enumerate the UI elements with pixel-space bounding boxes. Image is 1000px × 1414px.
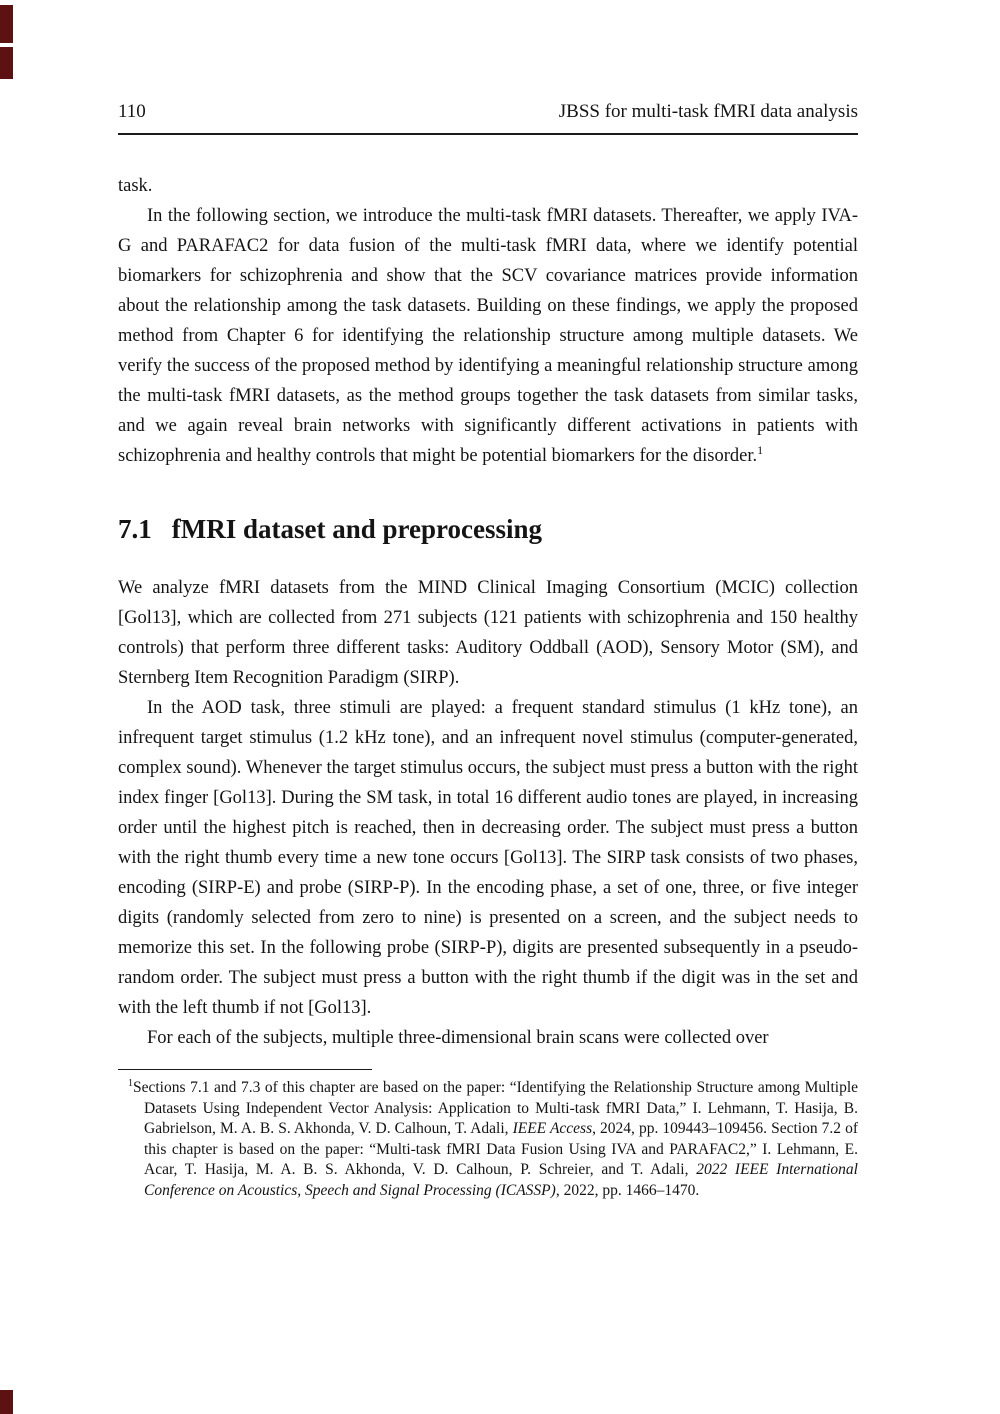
footnote	[118, 1078, 858, 1201]
footnote-segment-italic: 2022 IEEE International Conference on Acoustics, Speech and Signal Processing (ICASSP)	[144, 1161, 858, 1199]
paragraph-continuation	[118, 171, 858, 201]
section-heading	[118, 513, 858, 545]
section-number: 7.1	[118, 514, 152, 544]
footnote-segment-italic: IEEE Access	[512, 1120, 593, 1138]
footnote-ref: 1	[757, 442, 764, 457]
footnote-rule	[118, 1069, 372, 1070]
paragraph-text: For each of the subjects, multiple three-dimensional brain scans were collected over	[147, 1028, 769, 1048]
footnote-marker: 1	[128, 1078, 133, 1090]
header-rule	[118, 133, 858, 135]
paragraph-dataset	[118, 573, 858, 693]
footnote-segment: , 2024, pp. 109443–109456. Section 7.2 of this chapter is based on the paper: “Multi-task fMRI Data Fusion Using IVA and PARAFAC2,” I. Lehmann, E. Acar, T. Hasija, M. A. B. S. Akhonda, V. D. Calhoun, P. Schreier, and T. Adali,	[144, 1120, 858, 1179]
page-content	[118, 100, 858, 1201]
paragraph-text: We analyze fMRI datasets from the MIND Clinical Imaging Consortium (MCIC) collection [Gol13], which are collected from 271 subjects (121 patients with schizophrenia and 150 healthy controls) that perform three different tasks: Auditory Oddball (AOD), Sensory Motor (SM), and Sternberg Item Recognition Paradigm (SIRP).	[118, 578, 858, 688]
page-header	[118, 100, 858, 124]
page-edge-artifact-bottom	[0, 1390, 13, 1414]
section-title: fMRI dataset and preprocessing	[171, 514, 543, 544]
paragraph-text: task.	[118, 176, 153, 196]
paragraph-text: In the following section, we introduce the multi-task fMRI datasets. Thereafter, we apply IVA-G and PARAFAC2 for data fusion of the multi-task fMRI data, where we identify potential biomarkers for schizophrenia and show that the SCV covariance matrices provide information about the relationship among the task datasets. Building on these findings, we apply the proposed method from Chapter 6 for identifying the relationship structure among multiple datasets. We verify the success of the proposed method by identifying a meaningful relationship structure among the multi-task fMRI datasets, as the method groups together the task datasets from similar tasks, and we again reveal brain networks with significantly different activations in patients with schizophrenia and healthy controls that might be potential biomarkers for the disorder.	[118, 206, 858, 466]
paragraph-intro	[118, 201, 858, 471]
body-text	[118, 171, 858, 1053]
paragraph-text: In the AOD task, three stimuli are played: a frequent standard stimulus (1 kHz tone), an infrequent target stimulus (1.2 kHz tone), and an infrequent novel stimulus (computer-generated, complex sound). Whenever the target stimulus occurs, the subject must press a button with the right index finger [Gol13]. During the SM task, in total 16 different audio tones are played, in increasing order until the highest pitch is reached, then in decreasing order. The subject must press a button with the right thumb every time a new tone occurs [Gol13]. The SIRP task consists of two phases, encoding (SIRP-E) and probe (SIRP-P). In the encoding phase, a set of one, three, or five integer digits (randomly selected from zero to nine) is presented on a screen, and the subject needs to memorize this set. In the following probe (SIRP-P), digits are presented subsequently in a pseudo-random order. The subject must press a button with the right thumb if the digit was in the set and with the left thumb if not [Gol13].	[118, 698, 858, 1018]
page-number: 110	[118, 101, 146, 122]
footnote-segment: , 2022, pp. 1466–1470.	[555, 1181, 700, 1199]
page-edge-artifact-top	[0, 5, 13, 43]
footnote-segment: Sections 7.1 and 7.3 of this chapter are based on the paper: “Identifying the Relationship Structure among Multiple Datasets Using Independent Vector Analysis: Application to Multi-task fMRI Data,” I. Lehmann, T. Hasija, B. Gabrielson, M. A. B. S. Akhonda, V. D. Calhoun, T. Adali,	[133, 1079, 858, 1138]
paragraph-tasks	[118, 693, 858, 1023]
paragraph-scans	[118, 1023, 858, 1053]
footnote-text	[133, 1079, 858, 1199]
page-edge-artifact-upper	[0, 47, 13, 79]
running-title: JBSS for multi-task fMRI data analysis	[558, 101, 858, 122]
